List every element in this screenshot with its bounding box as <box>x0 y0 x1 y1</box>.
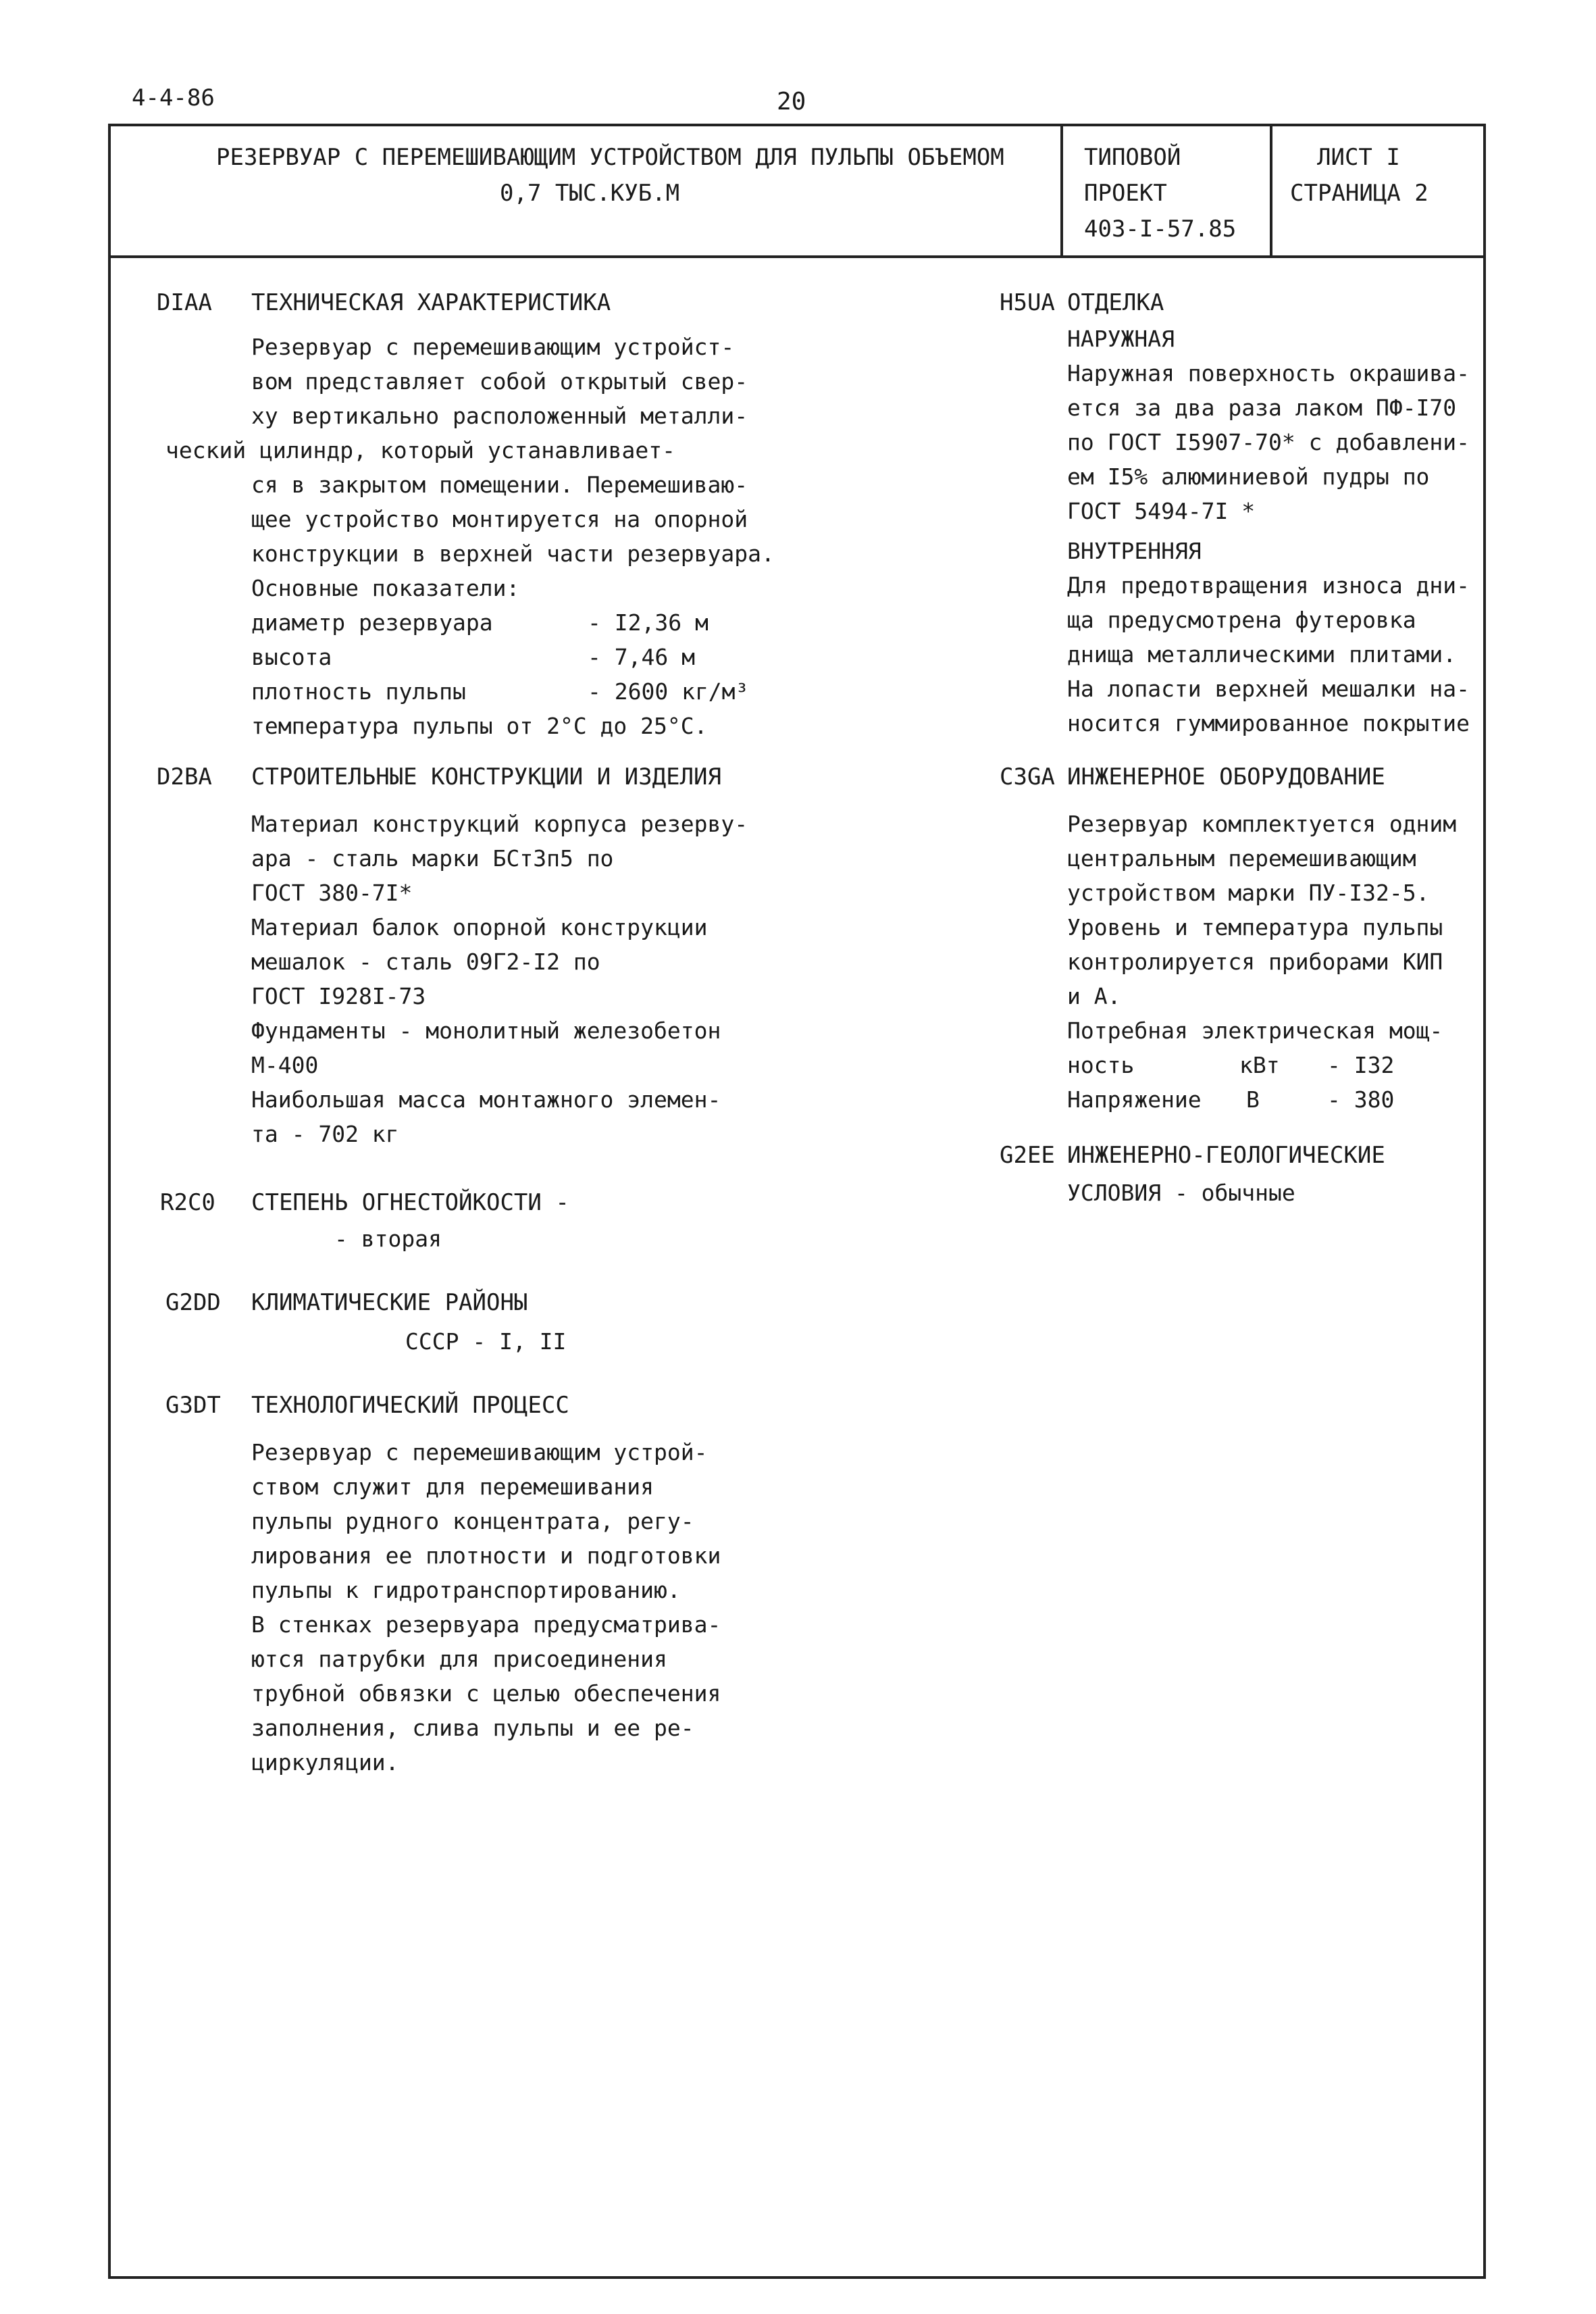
text-line: На лопасти верхней мешалки на- <box>1067 676 1470 702</box>
text-line: Материал балок опорной конструкции <box>251 914 708 940</box>
voltage-unit: В <box>1246 1086 1260 1113</box>
text-line: конструкции в верхней части резервуара. <box>251 540 775 567</box>
text-line: щее устройство монтируется на опорной <box>251 506 748 532</box>
header-sheet-line1: ЛИСТ I <box>1317 144 1400 171</box>
text-line: пульпы рудного концентрата, регу- <box>251 1508 694 1534</box>
subheading-outer: НАРУЖНАЯ <box>1067 326 1175 352</box>
power-value: - I32 <box>1327 1052 1395 1078</box>
text-line: ся в закрытом помещении. Перемешиваю- <box>251 472 748 498</box>
text-line: М-400 <box>251 1052 319 1078</box>
section-title-equipment: ИНЖЕНЕРНОЕ ОБОРУДОВАНИЕ <box>1067 763 1385 790</box>
section-code-g3dt: G3DT <box>165 1392 221 1419</box>
section-code-r2c0: R2C0 <box>160 1189 215 1216</box>
section-title-finish: ОТДЕЛКА <box>1067 289 1164 316</box>
text-line: ГОСТ 380-7I* <box>251 880 413 906</box>
text-line: ются патрубки для присоединения <box>251 1646 667 1672</box>
text-line: лирования ее плотности и подготовки <box>251 1542 721 1569</box>
section-title-tech: ТЕХНИЧЕСКАЯ ХАРАКТЕРИСТИКА <box>251 289 611 316</box>
param-value: - 2600 кг/м³ <box>588 678 749 705</box>
text-line: Резервуар комплектуется одним <box>1067 811 1457 837</box>
climate-value: СССР - I, II <box>405 1328 567 1355</box>
text-line: Основные показатели: <box>251 575 520 601</box>
text-line: днища металлическими плитами. <box>1067 641 1457 668</box>
text-line: Уровень и температура пульпы <box>1067 914 1443 940</box>
text-line: ем I5% алюминиевой пудры по <box>1067 463 1430 490</box>
text-line: носится гуммированное покрытие <box>1067 710 1470 736</box>
text-line: по ГОСТ I5907-70* с добавлени- <box>1067 429 1470 455</box>
header-project-line3: 403-I-57.85 <box>1084 216 1237 243</box>
text-line: ГОСТ 5494-7I * <box>1067 498 1256 524</box>
power-label: ность <box>1067 1052 1135 1078</box>
text-line: В стенках резервуара предусматрива- <box>251 1611 721 1638</box>
document-code: 4-4-86 <box>132 84 215 111</box>
text-line: трубной обвязки с целью обеспечения <box>251 1680 721 1707</box>
text-line: Наибольшая масса монтажного элемен- <box>251 1086 721 1113</box>
section-code-g2dd: G2DD <box>165 1289 221 1316</box>
text-line: ется за два раза лаком ПФ-I70 <box>1067 395 1457 421</box>
text-line: Наружная поверхность окрашива- <box>1067 360 1470 386</box>
subheading-inner: ВНУТРЕННЯЯ <box>1067 538 1202 564</box>
text-line: ху вертикально расположенный металли- <box>251 403 748 429</box>
text-line: контролируется приборами КИП <box>1067 949 1443 975</box>
page-number: 20 <box>777 88 806 116</box>
section-code-c3ga: C3GA <box>1000 763 1055 790</box>
text-line: ческий цилиндр, который устанавливает- <box>165 437 675 463</box>
param-value: - I2,36 м <box>588 609 709 636</box>
param-name: плотность пульпы <box>251 678 466 705</box>
section-code-d2ba: D2BA <box>157 763 212 790</box>
text-line: та - 702 кг <box>251 1121 399 1147</box>
param-name: диаметр резервуара <box>251 609 493 636</box>
header-title-line2: 0,7 ТЫС.КУБ.М <box>500 180 680 207</box>
header-col-divider-1 <box>1060 124 1063 257</box>
text-line: мешалок - сталь 09Г2-I2 по <box>251 949 600 975</box>
param-name: высота <box>251 644 332 670</box>
text-line: центральным перемешивающим <box>1067 845 1416 872</box>
section-title-construction: СТРОИТЕЛЬНЫЕ КОНСТРУКЦИИ И ИЗДЕЛИЯ <box>251 763 721 790</box>
text-line: и А. <box>1067 983 1121 1009</box>
power-unit: кВт <box>1239 1052 1280 1078</box>
section-code-h5ua: H5UA <box>1000 289 1055 316</box>
text-line: пульпы к гидротранспортированию. <box>251 1577 681 1603</box>
text-line: Материал конструкций корпуса резерву- <box>251 811 748 837</box>
section-title-process: ТЕХНОЛОГИЧЕСКИЙ ПРОЦЕСС <box>251 1392 569 1419</box>
section-title-geology: ИНЖЕНЕРНО-ГЕОЛОГИЧЕСКИЕ <box>1067 1142 1385 1169</box>
section-title-climate: КЛИМАТИЧЕСКИЕ РАЙОНЫ <box>251 1289 528 1316</box>
voltage-value: - 380 <box>1327 1086 1395 1113</box>
voltage-label: Напряжение <box>1067 1086 1202 1113</box>
text-line: Фундаменты - монолитный железобетон <box>251 1017 721 1044</box>
fire-value: - вторая <box>334 1226 442 1252</box>
text-line: Резервуар с перемешивающим устройст- <box>251 334 735 360</box>
param-value: - 7,46 м <box>588 644 695 670</box>
text-line: ща предусмотрена футеровка <box>1067 607 1416 633</box>
section-code-diaa: DIAA <box>157 289 212 316</box>
section-title-fire: СТЕПЕНЬ ОГНЕСТОЙКОСТИ - <box>251 1189 569 1216</box>
header-title-line1: РЕЗЕРВУАР С ПЕРЕМЕШИВАЮЩИМ УСТРОЙСТВОМ ДЛЯ ПУЛЬПЫ ОБЪЕМОМ <box>216 144 1004 171</box>
header-col-divider-2 <box>1270 124 1272 257</box>
text-line: устройством марки ПУ-I32-5. <box>1067 880 1430 906</box>
text-line: циркуляции. <box>251 1749 399 1776</box>
text-line: температура пульпы от 2°С до 25°С. <box>251 713 708 739</box>
text-line: вом представляет собой открытый свер- <box>251 368 748 395</box>
text-line: заполнения, слива пульпы и ее ре- <box>251 1715 694 1741</box>
text-line: ством служит для перемешивания <box>251 1474 654 1500</box>
header-project-line1: ТИПОВОЙ <box>1084 144 1181 171</box>
text-line: ГОСТ I928I-73 <box>251 983 426 1009</box>
header-sheet-line2: СТРАНИЦА 2 <box>1290 180 1428 207</box>
text-line: Резервуар с перемешивающим устрой- <box>251 1439 708 1465</box>
text-line: ара - сталь марки БСт3п5 по <box>251 845 614 872</box>
text-line: Потребная электрическая мощ- <box>1067 1017 1443 1044</box>
text-line: Для предотвращения износа дни- <box>1067 572 1470 599</box>
section-code-g2ee: G2EE <box>1000 1142 1055 1169</box>
geology-value: УСЛОВИЯ - обычные <box>1067 1180 1295 1206</box>
header-divider <box>108 255 1486 258</box>
header-project-line2: ПРОЕКТ <box>1084 180 1167 207</box>
